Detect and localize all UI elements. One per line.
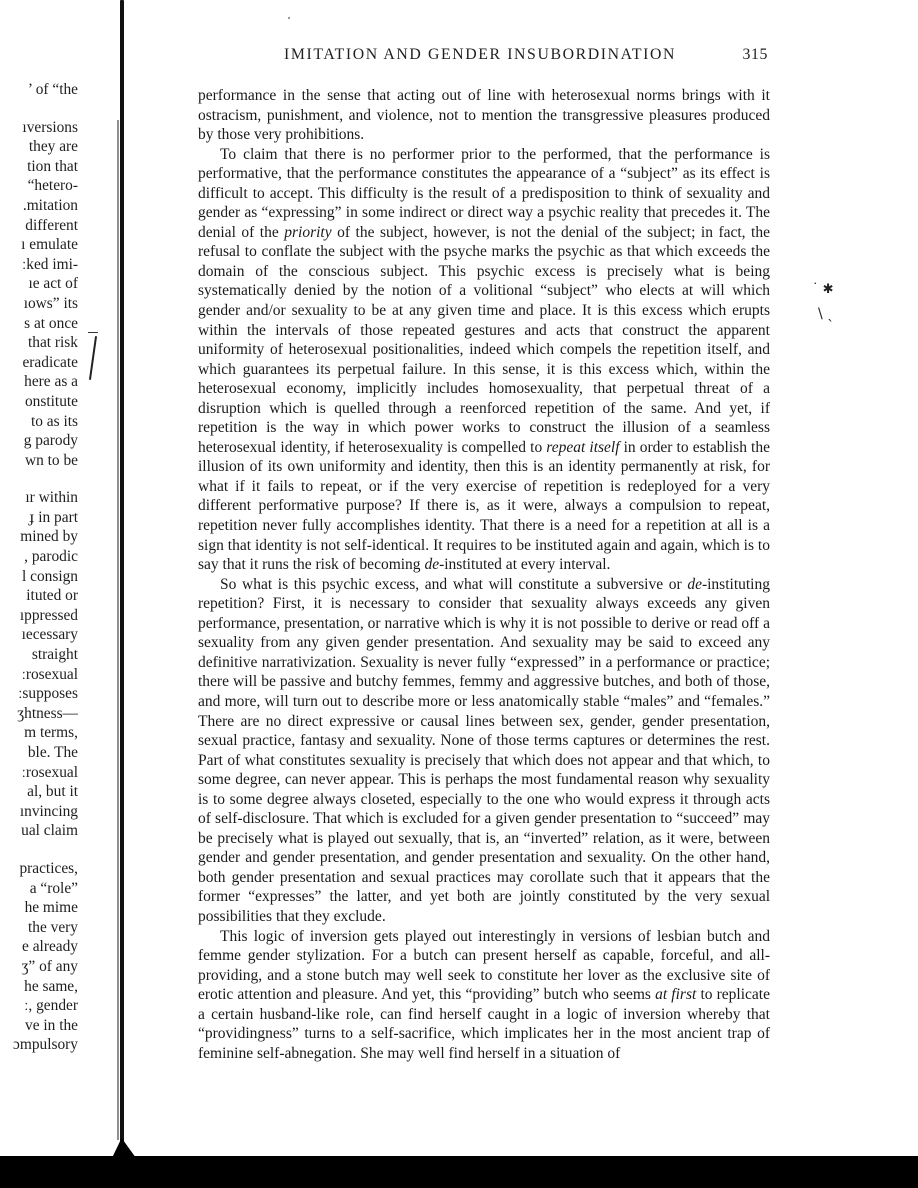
italic-phrase: repeat itself (546, 438, 620, 456)
scan-edge-band (0, 1156, 918, 1188)
facing-page-fragments (0, 80, 78, 1055)
text-run: to replicate a certain husband-like role, can find herself caught in a logic of inversion whereby that “providingness” turns to a self-sacrifice, which implicates her in the most ancient trap of feminine self-abnegation. She may well find herself in a situation of (198, 986, 770, 1062)
body-text (198, 86, 770, 1063)
paragraph (198, 575, 770, 927)
text-run: To claim that there is no performer prior to the performed, that the performance is performative, that the performance constitutes the appearance of a “subject” as its effect is difficult to accept. This difficulty is the result of a predisposition to think of sexuality and gender as “expressing” in some indirect or direct way a psychic reality that precedes it. The denial of the (198, 145, 770, 241)
facing-page-fragment: e already (22, 938, 78, 956)
facing-page-fragment (0, 100, 78, 118)
text-run: -instituting repetition? First, it is necessary to consider that sexuality always exceeds any given performance, presentation, or narrative which is why it is not possible to derive or read off a sexuality from any given gender presentation. And sexuality may be said to exceed any definitive narrativization. Sexuality is never fully “expressed” in a performance or practice; there will be passive and butchy femmes, femmy and aggressive butches, and both of those, and more, will turn out to describe more or less anatomically stable “males” and “females.” There are no direct expressive or causal lines between sex, gender, gender presentation, sexual practice, fantasy and sexuality. None of those terms captures or determines the rest. Part of what constitutes sexuality is precisely that which does not appear and that which, to some degree, can never appear. This is perhaps the most fundamental reason why sexuality is to some degree always closeted, especially to the one who would express it through acts of self-disclosure. That which is excluded for a given gender presentation to “succeed” may be precisely what is played out sexually, that is, an “inverted” relation, as it were, between gender and gender presentation, and gender presentation and sexuality. On the other hand, both gender presentation and sexual practices may corollate such that it appears that the former “expresses” the latter, and yet both are jointly constituted by the very sexual possibilities that they exclude. (198, 575, 770, 925)
facing-page-fragment: ituted or (26, 587, 78, 605)
italic-phrase: de (687, 575, 702, 593)
facing-page-fragment: ːked imi- (22, 255, 78, 273)
facing-page-fragment: s at once (24, 314, 78, 332)
facing-page-fragment: straight (31, 646, 78, 664)
text-run: -instituted at every interval. (439, 556, 611, 574)
page-number: 315 (742, 46, 768, 63)
facing-page-fragment: that risk (27, 334, 78, 352)
facing-page-fragment: ual claim (21, 822, 78, 840)
facing-page-fragment: ːrosexual (21, 763, 78, 781)
facing-page-fragment: wn to be (24, 451, 78, 469)
facing-page-fragment: ʒhtness— (17, 704, 78, 722)
facing-page-fragment: “hetero- (27, 177, 78, 195)
facing-page-fragment: ː, gender (24, 997, 78, 1015)
facing-page-fragment (0, 470, 78, 488)
facing-page-fragment: here as a (24, 373, 78, 391)
facing-page-fragment: mined by (20, 528, 78, 546)
facing-page-fragment: ır within (25, 489, 78, 507)
text-run: of the subject, however, is not the denial of the subject; in fact, the refusal to conflate the subject with the psyche marks the psychic as that which exceeds the domain of the conscious subject. This psychic excess is precisely what is being systematically denied by the notion of a volitional “subject” who elects at will which gender and/or sexuality to be at any given time and place. It is this excess which erupts within the intervals of those repeated gestures and acts that construct the apparent uniformity of heterosexual positionalities, indeed which compels the repetition itself, and which guarantees its perpetual failure. In this sense, it is this excess which, within the heterosexual economy, implicitly includes homosexuality, that perpetual threat of a disruption which is quelled through a reenforced repetition of the same. And yet, if repetition is the way in which power works to construct the illusion of a seamless heterosexual identity, if heterosexuality is compelled to (198, 223, 770, 456)
facing-page-fragment: ıversions (22, 118, 78, 136)
italic-phrase: priority (284, 223, 332, 241)
facing-page-fragment: ːsupposes (18, 685, 78, 703)
facing-page-fragment: g parody (23, 432, 78, 450)
facing-page-fragment: ɔmpulsory (13, 1036, 78, 1054)
facing-page-fragment: .mitation (22, 196, 78, 214)
facing-page-fragment: ’ of “the (27, 81, 78, 98)
facing-page-fragment: he mime (24, 899, 78, 917)
text-run: This logic of inversion gets played out interestingly in versions of lesbian butch and femme gender stylization. For a butch can present herself as capable, forceful, and all-providing, and a stone butch may well seek to constitute her lover as the exclusive site of erotic attention and pleasure. And yet, this “providing” butch who seems (198, 927, 770, 1004)
facing-page-fragment: ʒ” of any (21, 957, 78, 975)
facing-page-fragment: ıppressed (19, 606, 78, 624)
margin-annotation-mark: ˙ ✱ (812, 282, 834, 297)
scan-speck (288, 17, 290, 19)
text-run: in order to establish the illusion of its own uniformity and identity, then this is an identity permanently at risk, for what if it fails to repeat, or if the very exercise of repetition is redeployed for a very different performative purpose? If there is, as it were, always a compulsion to repeat, repetition never fully accomplishes identity. That there is a need for a repetition at all is a sign that identity is not self-identical. It requires to be instituted again and again, which is to say that it runs the risk of becoming (198, 438, 770, 574)
paragraph (198, 86, 770, 145)
paragraph (198, 927, 770, 1064)
italic-phrase: at first (655, 986, 697, 1004)
facing-page-fragment: ve in the (25, 1016, 78, 1034)
facing-page-fragment (0, 841, 78, 859)
facing-page-fragment: ble. The (27, 744, 78, 761)
pencil-dash-mark (88, 332, 98, 333)
facing-page-fragment: ıecessary (21, 626, 78, 644)
facing-page-fragment: eradicate (22, 353, 78, 371)
margin-annotation-mark: \ ˎ (818, 306, 835, 322)
facing-page-fragment: tion that (27, 157, 78, 175)
facing-page-fragment: different (25, 216, 78, 234)
scan-edge-shadow (112, 1138, 136, 1158)
facing-page-fragment: ınvincing (19, 802, 78, 820)
facing-page-fragment: al, but it (27, 783, 78, 801)
facing-page-fragment: the very (28, 918, 78, 936)
binding-gutter-shadow (117, 120, 119, 1140)
running-head (284, 46, 770, 68)
paragraph (198, 145, 770, 575)
facing-page-fragment: m terms, (24, 724, 78, 742)
facing-page-fragment: ːrosexual (21, 665, 78, 683)
pencil-margin-mark (89, 336, 97, 380)
facing-page-fragment: , parodic (24, 548, 78, 566)
facing-page-fragment: l consign (21, 567, 78, 585)
binding-gutter (120, 0, 124, 1150)
text-run: So what is this psychic excess, and what will constitute a subversive or (220, 575, 688, 593)
text-run: performance in the sense that acting out of line with heterosexual norms brings with it ostracism, punishment, and violence, not to mention the transgressive pleasures produced by those very prohibitions. (198, 87, 770, 144)
facing-page-fragment: ıows” its (23, 294, 78, 312)
facing-page-fragment: ɟ in part (29, 508, 78, 526)
facing-page-fragment: ıe act of (28, 275, 78, 293)
running-head-title: IMITATION AND GENDER INSUBORDINATION (284, 46, 676, 63)
italic-phrase: de (424, 556, 440, 574)
facing-page-fragment: practices, (19, 859, 78, 877)
facing-page-fragment: a “role” (29, 879, 78, 897)
facing-page-fragment: onstitute (24, 392, 78, 410)
facing-page-fragment: they are (28, 138, 78, 156)
facing-page-fragment: ı emulate (21, 236, 78, 254)
facing-page-fragment: to as its (30, 412, 78, 430)
facing-page-fragment: he same, (24, 977, 78, 995)
